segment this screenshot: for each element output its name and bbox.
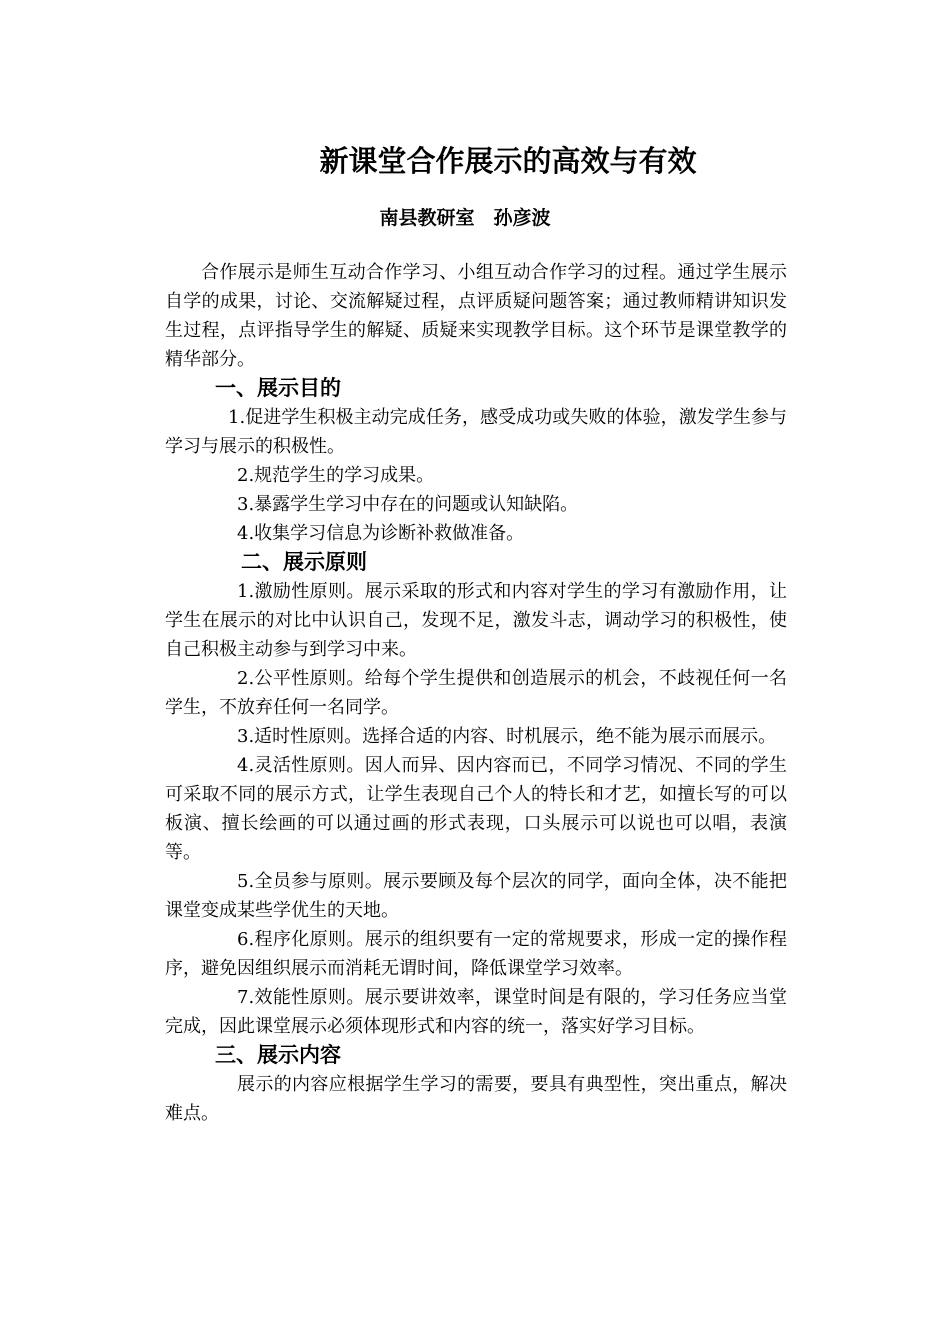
section-heading-purpose: 一、展示目的: [215, 376, 341, 400]
principle-item-5: 5.全员参与原则。展示要顾及每个层次的同学，面向全体，决不能把课堂变成某些学优生的天地。: [165, 871, 787, 921]
section-heading-principles: 二、展示原则: [241, 550, 367, 574]
content-item-1: 展示的内容应根据学生学习的需要，要具有典型性，突出重点，解决难点。: [165, 1074, 787, 1124]
principle-item-6: 6.程序化原则。展示的组织要有一定的常规要求，形成一定的操作程序，避免因组织展示而消耗无谓时间，降低课堂学习效率。: [165, 929, 787, 979]
purpose-item-3: 3.暴露学生学习中存在的问题或认知缺陷。: [237, 494, 579, 515]
section-heading-content: 三、展示内容: [215, 1043, 341, 1067]
purpose-item-1: 1.促进学生积极主动完成任务，感受成功或失败的体验，激发学生参与学习与展示的积极性。: [165, 407, 787, 457]
principle-item-7: 7.效能性原则。展示要讲效率，课堂时间是有限的，学习任务应当堂完成，因此课堂展示必须体现形式和内容的统一，落实好学习目标。: [165, 987, 787, 1037]
purpose-item-2: 2.规范学生的学习成果。: [237, 465, 435, 486]
document-body: [165, 258, 787, 1128]
principle-item-1: 1.激励性原则。展示采取的形式和内容对学生的学习有激励作用，让学生在展示的对比中认识自己，发现不足，激发斗志，调动学习的积极性，使自己积极主动参与到学习中来。: [165, 581, 787, 660]
principle-item-2: 2.公平性原则。给每个学生提供和创造展示的机会，不歧视任何一名学生，不放弃任何一名同学。: [165, 668, 787, 718]
principle-item-3: 3.适时性原则。选择合适的内容、时机展示，绝不能为展示而展示。: [237, 726, 777, 747]
principle-item-4: 4.灵活性原则。因人而异、因内容而已，不同学习情况、不同的学生可采取不同的展示方式，让学生表现自己个人的特长和才艺，如擅长写的可以板演、擅长绘画的可以通过画的形式表现，口头展示可以说也可以唱，表演等。: [165, 755, 787, 863]
purpose-item-4: 4.收集学习信息为诊断补救做准备。: [237, 523, 525, 544]
intro-paragraph: 合作展示是师生互动合作学习、小组互动合作学习的过程。通过学生展示自学的成果，讨论、交流解疑过程，点评质疑问题答案；通过教师精讲知识发生过程，点评指导学生的解疑、质疑来实现教学目标。这个环节是课堂教学的精华部分。: [165, 262, 787, 370]
document-title: 新课堂合作展示的高效与有效: [319, 144, 697, 178]
author-line: 南县教研室 孙彦波: [379, 207, 551, 229]
